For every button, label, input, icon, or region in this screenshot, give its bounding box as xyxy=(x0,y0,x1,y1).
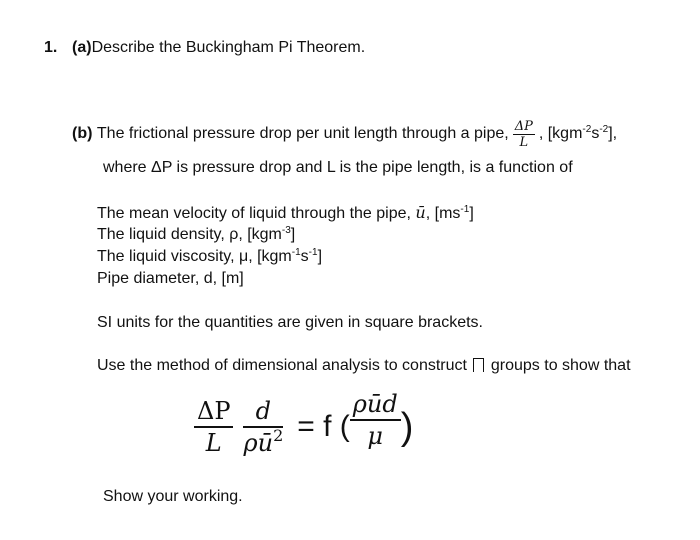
part-b-line1 xyxy=(72,114,617,154)
variable-velocity: The mean velocity of liquid through the pipe, ū, $[ms^{-1}]$ xyxy=(97,203,474,222)
closing-paren: ) xyxy=(400,406,414,448)
lhs2-numerator: d xyxy=(243,396,283,428)
lhs-fraction-1 xyxy=(194,396,233,458)
lhs2-denominator: $\rho ū^2$ xyxy=(243,426,284,457)
part-a-label: (a) xyxy=(72,39,92,56)
part-a xyxy=(72,38,365,58)
pi-product-icon xyxy=(473,358,484,372)
variable-viscosity: The liquid viscosity, μ, $[kgm^{-1}s^{-1}]$ xyxy=(97,247,323,265)
variable-density: The liquid density, ρ, [kgm$^{-3}$] xyxy=(97,225,296,243)
equals-f: = f ( xyxy=(297,410,350,443)
frac-numerator: ΔP xyxy=(514,118,533,134)
rhs-numerator: ρūd xyxy=(350,389,401,421)
part-a-text: Describe the Buckingham Pi Theorem. xyxy=(91,39,366,56)
lhs1-denominator: L xyxy=(205,429,222,457)
rhs-fraction xyxy=(350,389,401,451)
rhs-denominator: μ xyxy=(367,422,384,450)
frac-denominator: L xyxy=(519,134,529,150)
method-line: Use the method of dimensional analysis to construct groups to show that xyxy=(97,357,631,374)
pressure-gradient-fraction xyxy=(513,119,535,150)
si-units-note: SI units for the quantities are given in square brackets. xyxy=(97,314,483,331)
variable-diameter: Pipe diameter, d, [m] xyxy=(97,270,244,287)
lhs1-numerator: ΔP xyxy=(194,396,233,428)
part-b-intro: The frictional pressure drop per unit length through a pipe, xyxy=(96,125,509,142)
part-b-line2: where ΔP is pressure drop and L is the pipe length, is a function of xyxy=(103,159,573,176)
show-working: Show your working. xyxy=(103,488,243,505)
part-b-label: (b) xyxy=(72,125,93,142)
question-number: 1. xyxy=(44,39,58,56)
pressure-gradient-unit: , $[kgm^{-2}s^{-2}]$, xyxy=(538,124,618,142)
lhs-fraction-2 xyxy=(243,396,283,458)
target-equation xyxy=(194,392,413,462)
